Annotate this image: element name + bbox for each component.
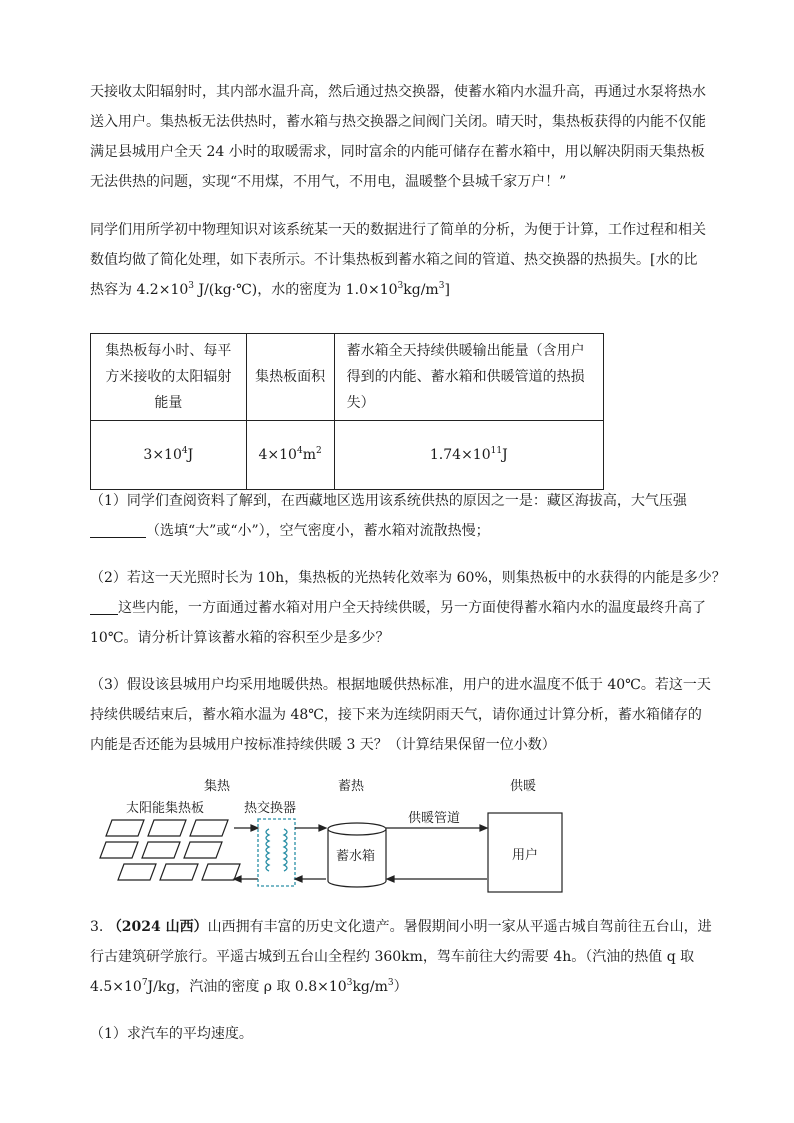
question-1 xyxy=(90,486,712,546)
analysis-line: 同学们用所学初中物理知识对该系统某一天的数据进行了简单的分析，为便于计算，工作过程和相关 xyxy=(90,222,706,238)
label-collect: 集热 xyxy=(204,779,231,794)
label-heating-pipe: 供暖管道 xyxy=(408,811,461,826)
intro-line: 满足县城用户全天 24 小时的取暖需求，同时富余的内能可储存在蓄水箱中，用以解决阴雨天集热板 xyxy=(90,144,705,160)
intro-line: 无法供热的问题，实现“不用煤，不用气，不用电，温暖整个县城千家万户！” xyxy=(90,174,567,190)
heat-exchanger xyxy=(258,819,295,886)
intro-line: 天接收太阳辐射时，其内部水温升高，然后通过热交换器，使蓄水箱内水温升高，再通过水泵将热水 xyxy=(90,84,706,100)
question-3-line: 内能是否还能为县城用户按标准持续供暖 3 天？（计算结果保留一位小数） xyxy=(90,737,556,753)
solar-panel xyxy=(148,820,186,836)
data-table xyxy=(90,333,604,490)
question-1-line-blank: （选填“大”或“小”），空气密度小，蓄水箱对流散热慢； xyxy=(90,516,712,546)
table-row xyxy=(91,421,604,490)
problem-3 xyxy=(90,912,720,1002)
question-2-line: 10℃。请分析计算该蓄水箱的容积至少是多少？ xyxy=(90,630,390,646)
problem-3-line: 3. （2024 山西）山西拥有丰富的历史文化遗产。暑假期间小明一家从平遥古城自驾前往五台山，进 xyxy=(90,919,712,935)
solar-panel xyxy=(190,820,228,836)
problem-3-line-constants: $4.5\times 10^7J/kg$，汽油的密度 ρ 取 $0.8\times 10^3kg/m^3$） xyxy=(90,978,408,995)
intro-paragraph xyxy=(90,77,712,197)
table-header-area: 集热板面积 xyxy=(246,334,334,421)
solar-panel xyxy=(100,842,138,858)
question-3 xyxy=(90,670,712,760)
solar-panel xyxy=(202,864,240,880)
label-store: 蓄热 xyxy=(338,779,365,794)
table-cell-area: $4\times 10^4m^2$ xyxy=(246,421,334,490)
table-header-row xyxy=(91,334,604,421)
analysis-line-constants: 热容为 $4.2\times 10^3$ J/(kg·℃)，水的密度为 $1.0\times 10^3kg/m^3$] xyxy=(90,281,450,298)
answer-blank[interactable] xyxy=(90,598,118,615)
question-2 xyxy=(90,563,726,653)
question-3-line: 持续供暖结束后，蓄水箱水温为 48℃，接下来为连续阴雨天气，请你通过计算分析，蓄水箱储存的 xyxy=(90,707,702,723)
table-cell-output: $1.74\times 10^{11}J$ xyxy=(334,421,603,490)
flow-arrows-collect xyxy=(234,825,258,882)
question-2-line: （2）若这一天光照时长为 10h，集热板的光热转化效率为 60%，则集热板中的水获得的内能是多少？ xyxy=(90,570,726,586)
solar-panel xyxy=(160,864,198,880)
solar-panel xyxy=(142,842,180,858)
label-supply: 供暖 xyxy=(510,779,537,794)
label-heat-exchanger: 热交换器 xyxy=(244,801,297,816)
answer-blank[interactable] xyxy=(90,521,146,538)
problem-3-line: 行古建筑研学旅行。平遥古城到五台山全程约 360km，驾车前往大约需要 4h。（汽油的热值 q 取 xyxy=(90,949,695,965)
heating-system-diagram xyxy=(98,775,598,893)
label-user: 用户 xyxy=(512,848,539,863)
question-3-line: （3）假设该县城用户均采用地暖供热。根据地暖供热标准，用户的进水温度不低于 40℃。若这一天 xyxy=(90,677,711,693)
table-cell-radiation: $3\times 10^4J$ xyxy=(91,421,247,490)
solar-panel xyxy=(106,820,144,836)
solar-panel xyxy=(118,864,156,880)
solar-panel-array xyxy=(100,820,240,880)
analysis-line: 数值均做了简化处理，如下表所示。不计集热板到蓄水箱之间的管道、热交换器的热损失。[水的比 xyxy=(90,252,698,268)
label-storage-tank: 蓄水箱 xyxy=(336,849,376,864)
table-header-radiation: 集热板每小时、每平方米接收的太阳辐射能量 xyxy=(91,334,247,421)
flow-arrows-supply xyxy=(386,825,487,882)
flow-arrows-store xyxy=(295,825,326,882)
solar-panel xyxy=(184,842,222,858)
problem-3-sub-1-line: （1）求汽车的平均速度。 xyxy=(90,1026,253,1042)
analysis-paragraph xyxy=(90,215,712,305)
label-solar-panel: 太阳能集热板 xyxy=(126,801,205,816)
table-header-output: 蓄水箱全天持续供暖输出能量（含用户得到的内能、蓄水箱和供暖管道的热损失） xyxy=(334,334,603,421)
intro-line: 送入用户。集热板无法供热时，蓄水箱与热交换器之间阀门关闭。晴天时，集热板获得的内能不仅能 xyxy=(90,114,706,130)
problem-3-sub-1 xyxy=(90,1019,712,1049)
question-1-line: （1）同学们查阅资料了解到，在西藏地区选用该系统供热的原因之一是：藏区海拔高，大气压强 xyxy=(90,493,687,509)
question-2-line-blank: 这些内能，一方面通过蓄水箱对用户全天持续供暖，另一方面使得蓄水箱内水的温度最终升高了 xyxy=(90,593,712,623)
